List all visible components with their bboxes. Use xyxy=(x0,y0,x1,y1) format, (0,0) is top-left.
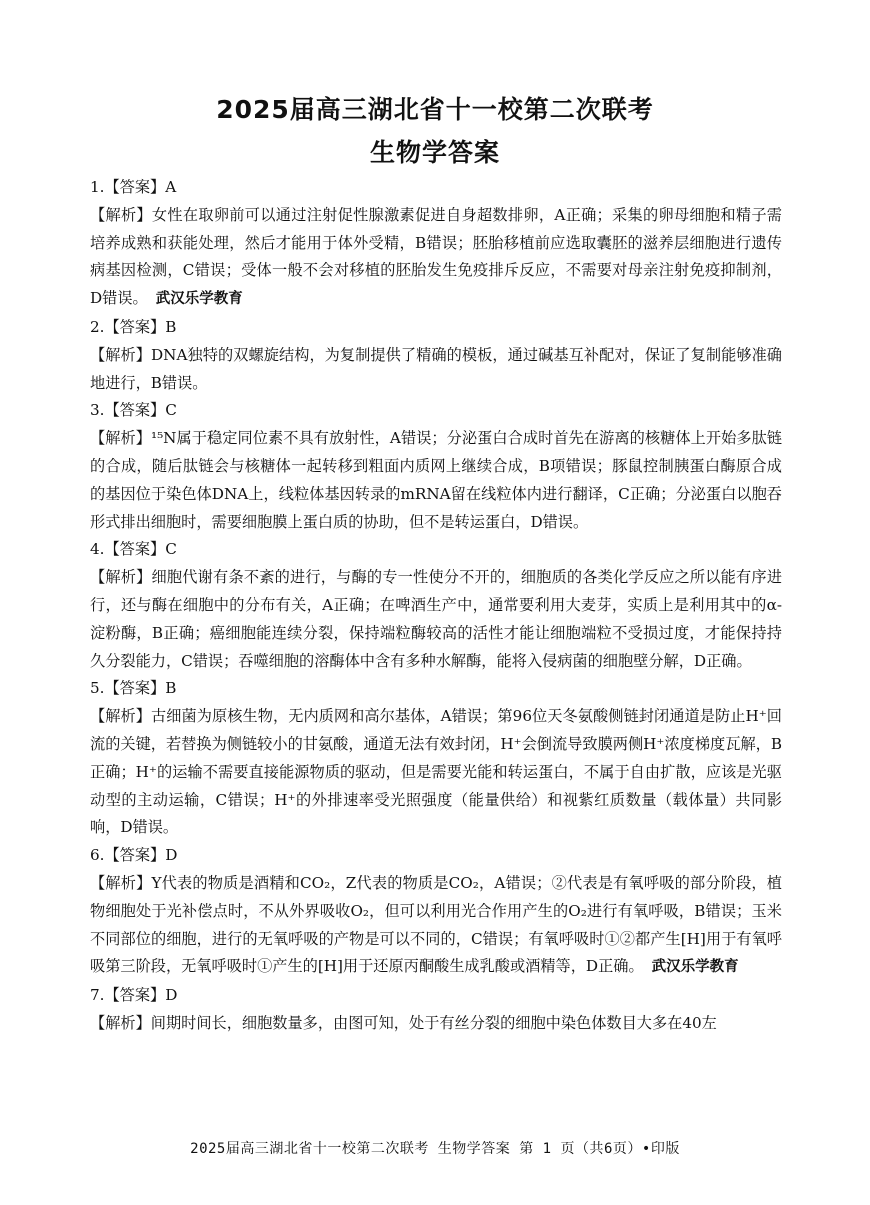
answer-line: 4.【答案】C xyxy=(90,540,177,559)
answer-line: 5.【答案】B xyxy=(90,679,177,698)
explanation-text: 【解析】古细菌为原核生物，无内质网和高尔基体，A错误；第96位天冬氨酸侧链封闭通道是防止H⁺回流的关键，若替换为侧链较小的甘氨酸，通道无法有效封闭，H⁺会倒流导致膜两侧H⁺浓度梯度瓦解，B正确；H⁺的运输不需要直接能源物质的驱动，但是需要光能和转运蛋白，不属于自由扩散，应该是光驱动型的主动运输，C错误；H⁺的外排速率受光照强度（能量供给）和视紫红质数量（载体量）共同影响，D错误。 xyxy=(90,707,782,837)
explanation-text: 【解析】细胞代谢有条不紊的进行，与酶的专一性使分不开的，细胞质的各类化学反应之所以能有序进行，还与酶在细胞中的分布有关，A正确；在啤酒生产中，通常要利用大麦芽，实质上是利用其中的α-淀粉酶，B正确；癌细胞能连续分裂，保持端粒酶较高的活性才能让细胞端粒不受损过度，才能保持持久分裂能力，C错误；吞噬细胞的溶酶体中含有多种水解酶，能将入侵病菌的细胞壁分解，D正确。 xyxy=(90,568,782,670)
question-2 xyxy=(90,314,782,397)
answer-line: 3.【答案】C xyxy=(90,401,177,420)
question-3 xyxy=(90,397,782,536)
document-title: 2025届高三湖北省十一校第二次联考 xyxy=(216,95,654,124)
explanation-text: 【解析】¹⁵N属于稳定同位素不具有放射性，A错误；分泌蛋白合成时首先在游离的核糖体上开始多肽链的合成，随后肽链会与核糖体一起转移到粗面内质网上继续合成，B项错误；豚鼠控制胰蛋白酶原合成的基因位于染色体DNA上，线粒体基因转录的mRNA留在线粒体内进行翻译，C正确；分泌蛋白以胞吞形式排出细胞时，需要细胞膜上蛋白质的协助，但不是转运蛋白，D错误。 xyxy=(90,429,782,531)
question-5 xyxy=(90,675,782,842)
question-7 xyxy=(90,982,782,1038)
question-1 xyxy=(90,174,782,314)
explanation-text: 【解析】间期时间长，细胞数量多，由图可知，处于有丝分裂的细胞中染色体数目大多在40左 xyxy=(90,1013,717,1032)
question-6 xyxy=(90,842,782,982)
brand-watermark: 武汉乐学教育 xyxy=(155,291,243,308)
answer-line: 6.【答案】D xyxy=(90,846,178,865)
document-subtitle: 生物学答案 xyxy=(369,138,500,167)
brand-watermark: 武汉乐学教育 xyxy=(651,959,739,976)
explanation-text: 【解析】女性在取卵前可以通过注射促性腺激素促进自身超数排卵，A正确；采集的卵母细胞和精子需培养成熟和获能处理，然后才能用于体外受精，B错误；胚胎移植前应选取囊胚的滋养层细胞进行遗传病基因检测，C错误；受体一般不会对移植的胚胎发生免疫排斥反应，不需要对母亲注射免疫抑制剂，D错误。 武汉乐学教育 xyxy=(90,205,782,308)
answer-line: 7.【答案】D xyxy=(90,986,178,1005)
answer-line: 1.【答案】A xyxy=(90,178,177,196)
answer-line: 2.【答案】B xyxy=(90,317,177,336)
explanation-text: 【解析】Y代表的物质是酒精和CO₂，Z代表的物质是CO₂，A错误；②代表是有氧呼吸的部分阶段，植物细胞处于光补偿点时，不从外界吸收O₂，但可以利用光合作用产生的O₂进行有氧呼吸，B错误；玉米不同部位的细胞，进行的无氧呼吸的产物是可以不同的，C错误；有氧呼吸时①②都产生[H]用于有氧呼吸第三阶段，无氧呼吸时①产生的[H]用于还原丙酮酸生成乳酸或酒精等，D正确。 武汉乐学教育 xyxy=(90,873,782,976)
question-4 xyxy=(90,536,782,675)
page-footer: 2025届高三湖北省十一校第二次联考 生物学答案 第 1 页（共6页）•印版 xyxy=(190,1141,680,1157)
explanation-text: 【解析】DNA独特的双螺旋结构，为复制提供了精确的模板，通过碱基互补配对，保证了复制能够准确地进行，B错误。 xyxy=(90,345,782,392)
answer-list xyxy=(90,174,782,1038)
